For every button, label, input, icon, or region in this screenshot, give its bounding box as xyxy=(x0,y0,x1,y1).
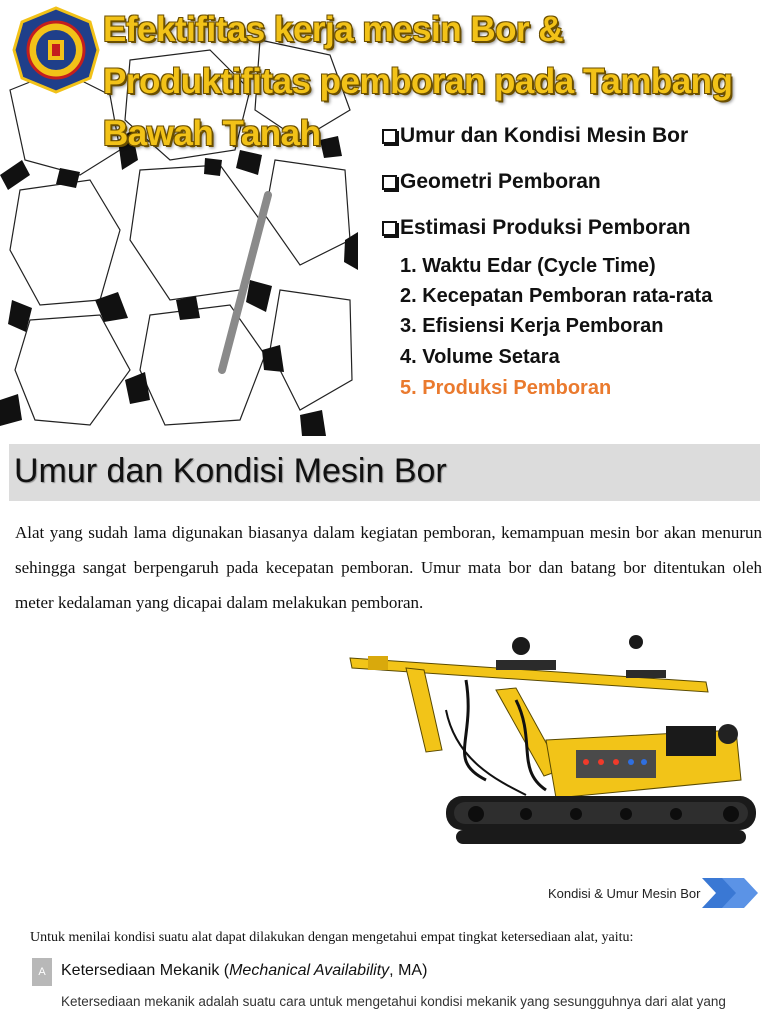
intro-sentence: Untuk menilai kondisi suatu alat dapat dilakukan dengan mengetahui empat tingkat ketersediaan alat, yaitu: xyxy=(30,930,634,945)
figure-caption: Kondisi & Umur Mesin Bor xyxy=(548,885,701,901)
slide-title-line-1: Efektifitas kerja mesin Bor & xyxy=(103,10,564,49)
item-heading xyxy=(61,962,427,980)
figure-caption-row xyxy=(548,876,758,910)
slide-title-line-2: Produktifitas pemboran pada Tambang xyxy=(103,62,733,101)
numbered-item: 2. Kecepatan Pemboran rata-rata xyxy=(400,285,713,307)
section-header xyxy=(9,444,760,501)
checkbox-bullet-icon xyxy=(382,129,397,144)
numbered-item-highlighted: 5. Produksi Pemboran xyxy=(400,377,612,399)
bullet-item xyxy=(382,216,691,240)
section-title: Umur dan Kondisi Mesin Bor xyxy=(14,452,447,490)
body-paragraph: Alat yang sudah lama digunakan biasanya dalam kegiatan pemboran, kemampuan mesin bor akan menurun sehingga sangat berpengaruh pada kecepatan pemboran. Umur mata bor dan batang bor ditentukan oleh meter kedalaman yang dicapai dalam melakukan pemboran. xyxy=(15,523,762,612)
slide-title-line-3: Bawah Tanah xyxy=(103,114,321,153)
bullet-label: Geometri Pemboran xyxy=(400,170,601,193)
item-description: Ketersediaan mekanik adalah suatu cara untuk mengetahui kondisi mekanik yang sesungguhnya dari alat yang xyxy=(61,994,726,1009)
item-heading-prefix: Ketersediaan Mekanik ( xyxy=(61,962,230,979)
bullet-label: Estimasi Produksi Pemboran xyxy=(400,216,691,239)
checkbox-bullet-icon xyxy=(382,221,397,236)
numbered-item: 3. Efisiensi Kerja Pemboran xyxy=(400,315,664,337)
bullet-item xyxy=(382,124,688,148)
numbered-item: 1. Waktu Edar (Cycle Time) xyxy=(400,255,656,277)
numbered-item: 4. Volume Setara xyxy=(400,346,560,368)
bullet-item xyxy=(382,170,601,194)
item-heading-emphasis: Mechanical Availability xyxy=(229,962,390,979)
university-logo-icon xyxy=(12,6,100,94)
double-chevron-right-icon xyxy=(702,876,758,910)
item-badge: A xyxy=(32,958,52,986)
title-slide xyxy=(0,0,768,436)
item-heading-suffix: , MA) xyxy=(389,962,428,979)
checkbox-bullet-icon xyxy=(382,175,397,190)
bullet-label: Umur dan Kondisi Mesin Bor xyxy=(400,124,689,147)
drill-machine-image xyxy=(346,630,766,862)
